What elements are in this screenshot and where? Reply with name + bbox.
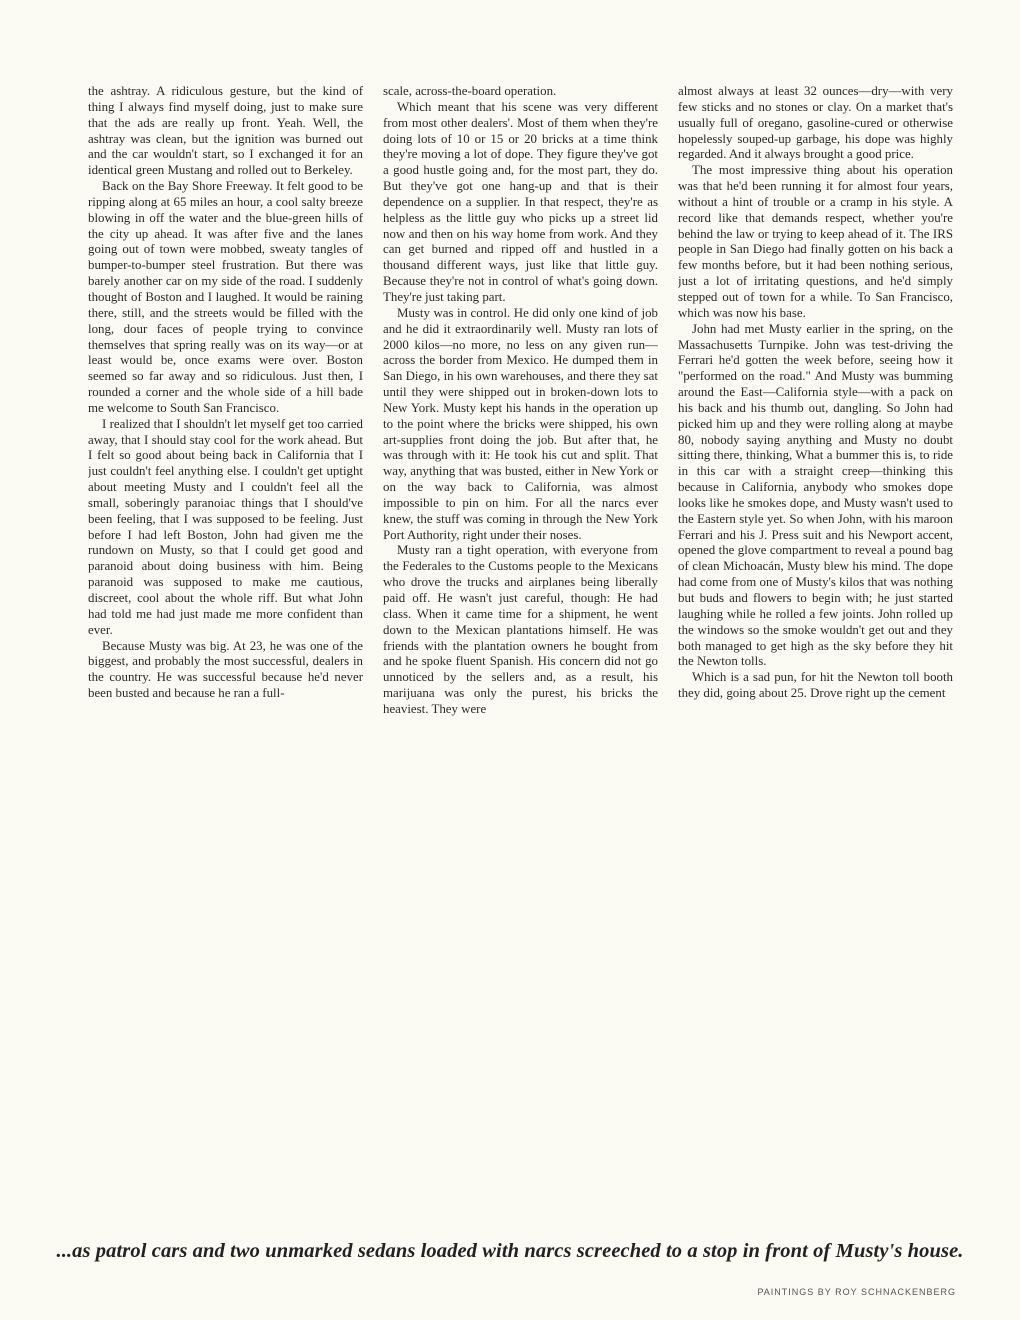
article-body <box>88 84 954 964</box>
paragraph: Musty was in control. He did only one kind of job and he did it extraordinarily well. Musty ran lots of 2000 kilos—no more, no less on any given run—across the border from Mexico. He dumped them in San Diego, in his own warehouses, and there they sat until they were shipped out in broken-down lots to New York. Musty kept his hands in the operation up to the point where the bricks were shipped, his own art-supplies front doing the job. But after that, he was through with it: He took his cut and split. That way, anything that was busted, either in New York or on the way back to California, was almost impossible to pin on him. For all the narcs ever knew, the stuff was coming in through the New York Port Authority, right under their noses. <box>383 305 658 542</box>
article-column-2 <box>383 84 658 964</box>
paragraph: almost always at least 32 ounces—dry—with very few sticks and no stones or clay. On a market that's usually full of oregano, gasoline-cured or otherwise hopelessly souped-up garbage, his dope was highly regarded. And it always brought a good price. <box>678 84 953 162</box>
paragraph: Because Musty was big. At 23, he was one of the biggest, and probably the most successful, dealers in the country. He was successful because he'd never been busted and because he ran a full- <box>88 638 363 701</box>
paragraph: Back on the Bay Shore Freeway. It felt good to be ripping along at 65 miles an hour, a cool salty breeze blowing in off the water and the blue-green hills of the city up ahead. It was after five and the lanes going out of town were mobbed, sweaty tangles of bumper-to-bumper steel frustration. But there was barely another car on my side of the road. I suddenly thought of Boston and I laughed. It would be raining there, still, and the streets would be filled with the long, dour faces of people trying to convince themselves that spring really was on its way—or at least would be, once exams were over. Boston seemed so far away and so ridiculous. Just then, I rounded a corner and the whole side of a hill bade me welcome to South San Francisco. <box>88 179 363 415</box>
paragraph: I realized that I shouldn't let myself get too carried away, that I should stay cool for the work ahead. But I felt so good about being back in California that I just couldn't feel anything else. I couldn't get uptight about meeting Musty and I couldn't feel all the small, soberingly paranoiac things that I should've been feeling, that I was supposed to be feeling. Just before I had left Boston, John had given me the rundown on Musty, so that I could get good and paranoid about doing business with him. Being paranoid was supposed to make me cautious, discreet, cool about the whole riff. But what John had told me had just made me more confident than ever. <box>88 416 363 637</box>
paragraph: Which is a sad pun, for hit the Newton toll booth they did, going about 25. Drove right up the cement <box>678 670 953 701</box>
illustration-caption: ...as patrol cars and two unmarked sedans loaded with narcs screeched to a stop in front of Musty's house. <box>56 1240 964 1262</box>
paragraph: Musty ran a tight operation, with everyone from the Federales to the Customs people to the Mexicans who drove the trucks and airplanes being liberally paid off. He wasn't just careful, though: He had class. When it came time for a shipment, he went down to the Mexican plantations himself. He was friends with the plantation owners he bought from and he spoke fluent Spanish. His concern did not go unnoticed by the sellers and, as a result, his marijuana was only the purest, his bricks the heaviest. They were <box>383 543 658 716</box>
paragraph: John had met Musty earlier in the spring, on the Massachusetts Turnpike. John was test-driving the Ferrari he'd gotten the week before, seeing how it "performed on the road." And Musty was bumming around the East—California style—with a pack on his back and his thumb out, dangling. So John had picked him up and they were rolling along at maybe 80, nobody saying anything and Musty no doubt sitting there, thinking, What a bummer this is, to ride in this car with a straight creep—thinking this because in California, anybody who smokes dope looks like he smokes dope, and Musty wasn't used to the Eastern style yet. So when John, with his maroon Ferrari and his J. Press suit and his Newport accent, opened the glove compartment to reveal a pound bag of clean Michoacán, Musty blew his mind. The dope had come from one of Musty's kilos that was nothing but buds and flowers to begin with; he just started laughing while he rolled a few joints. John rolled up the windows so the smoke wouldn't get out and they both managed to get high as the sky before they hit the Newton tolls. <box>678 321 953 669</box>
painting-credit: PAINTINGS BY ROY SCHNACKENBERG <box>757 1287 956 1297</box>
paragraph: Which meant that his scene was very different from most other dealers'. Most of them when they're doing lots of 10 or 15 or 20 bricks at a time think they're moving a lot of dope. They figure they've got a good hustle going and, for the most part, they do. But they've got one hang-up and that is their dependence on a supplier. In that respect, they're as helpless as the little guy who picks up a street lid now and then on his way home from work. And they can get burned and ripped off and hustled in a thousand different ways, just like that little guy. Because they're not in control of what's going down. They're just taking part. <box>383 99 658 304</box>
paragraph: The most impressive thing about his operation was that he'd been running it for almost four years, without a hint of trouble or a cramp in his style. A record like that demands respect, whether you're behind the law or trying to keep ahead of it. The IRS people in San Diego had finally gotten on his back a few months before, but it had been nothing serious, just a lot of irritating questions, and he'd simply stepped out of town for a while. To San Francisco, which was now his base. <box>678 163 953 320</box>
article-column-1 <box>88 84 363 964</box>
article-column-3 <box>678 84 953 964</box>
paragraph: the ashtray. A ridiculous gesture, but the kind of thing I always find myself doing, just to make sure that the ads are really up front. Yeah. Well, the ashtray was clean, but the ignition was burned out and the car wouldn't start, so I exchanged it for an identical green Mustang and rolled out to Berkeley. <box>88 84 363 178</box>
paragraph: scale, across-the-board operation. <box>383 84 557 98</box>
